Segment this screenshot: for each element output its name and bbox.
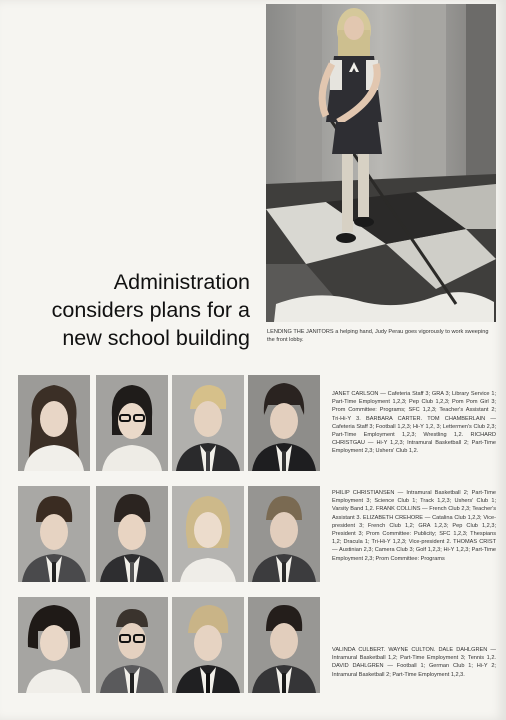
portrait-valinda-culbert: [18, 597, 90, 693]
portrait-wayne-culton: [96, 597, 168, 693]
caption-lead: LENDING THE JANITORS: [267, 329, 334, 335]
photo-caption: [267, 328, 495, 344]
portrait-tom-chamberlain: [172, 375, 244, 471]
portrait-frank-collins: [96, 486, 168, 582]
names-block-row-2: PHILIP CHRISTIANSEN — Intramural Basketball 2; Part-Time Employment 3; Science Club 1; Track 1,2,3; Ushers' Club 1; Varsity Band 1,2. FRANK COLLINS — French Club 2,3; Teacher's Assistant 3. ELIZABETH CREHORE — Catalina Club 1,2,3; Vice-president 3; French Club 1,2; GRA 1,2,3; Pep Club 1,2,3; President 3; Prom Committee: Publicity; SFC 1,2,3; Thespians 1,2; Dracula 1; Tri-Hi-Y 1,2,3; Vice-president 2. THOMAS CRIST — Austinian 2,3; Camera Club 3; Golf 1,2,3; Hi-Y 1,2,3; Part-Time Employment 2,3; Prom Committee: Programs: [332, 490, 496, 562]
headline-line-3: new school building: [62, 326, 250, 350]
page-headline: [10, 268, 250, 352]
main-photo-janitor-sweeping: [266, 4, 496, 322]
headline-line-2: considers plans for a: [51, 298, 250, 322]
caption-body: a helping hand, Judy Perau goes vigorously to work sweeping the front lobby.: [267, 329, 489, 343]
portrait-janet-carlson: [18, 375, 90, 471]
portrait-barbara-carter: [96, 375, 168, 471]
names-block-row-3: VALINDA CULBERT. WAYNE CULTON. DALE DAHLGREN — Intramural Basketball 1,2; Part-Time Employment 3; Tennis 1,2. DAVID DAHLGREN — Football 1; German Club 1; Hi-Y 2; Intramural Basketball 2; Part-Time Employment 1,2,3.: [332, 647, 496, 678]
portrait-david-dahlgren: [248, 597, 320, 693]
portrait-philip-christiansen: [18, 486, 90, 582]
portrait-elizabeth-crehore: [172, 486, 244, 582]
headline-line-1: Administration: [113, 270, 250, 294]
portrait-richard-christgau: [248, 375, 320, 471]
portrait-dale-dahlgren: [172, 597, 244, 693]
portrait-thomas-crist: [248, 486, 320, 582]
names-block-row-1: JANET CARLSON — Cafeteria Staff 3; GRA 3; Library Service 1; Part-Time Employment 1,2,3; Pep Club 1,2,3; Pom Pom Girl 3; Prom Committee: Programs; SFC 1,2,3; Teacher's Assistant 2; Tri-Hi-Y 3. BARBARA CARTER. TOM CHAMBERLAIN — Cafeteria Staff 3; Football 1,2,3; Hi-Y 1,2, 3; Lettermen's Club 2,3; Part-Time Employment 1,2,3; Wrestling 1,2. RICHARD CHRISTGAU — Hi-Y 1,2,3; Intramural Basketball 2; Part-Time Employment 2,3; Ushers' Club 1,2.: [332, 391, 496, 455]
